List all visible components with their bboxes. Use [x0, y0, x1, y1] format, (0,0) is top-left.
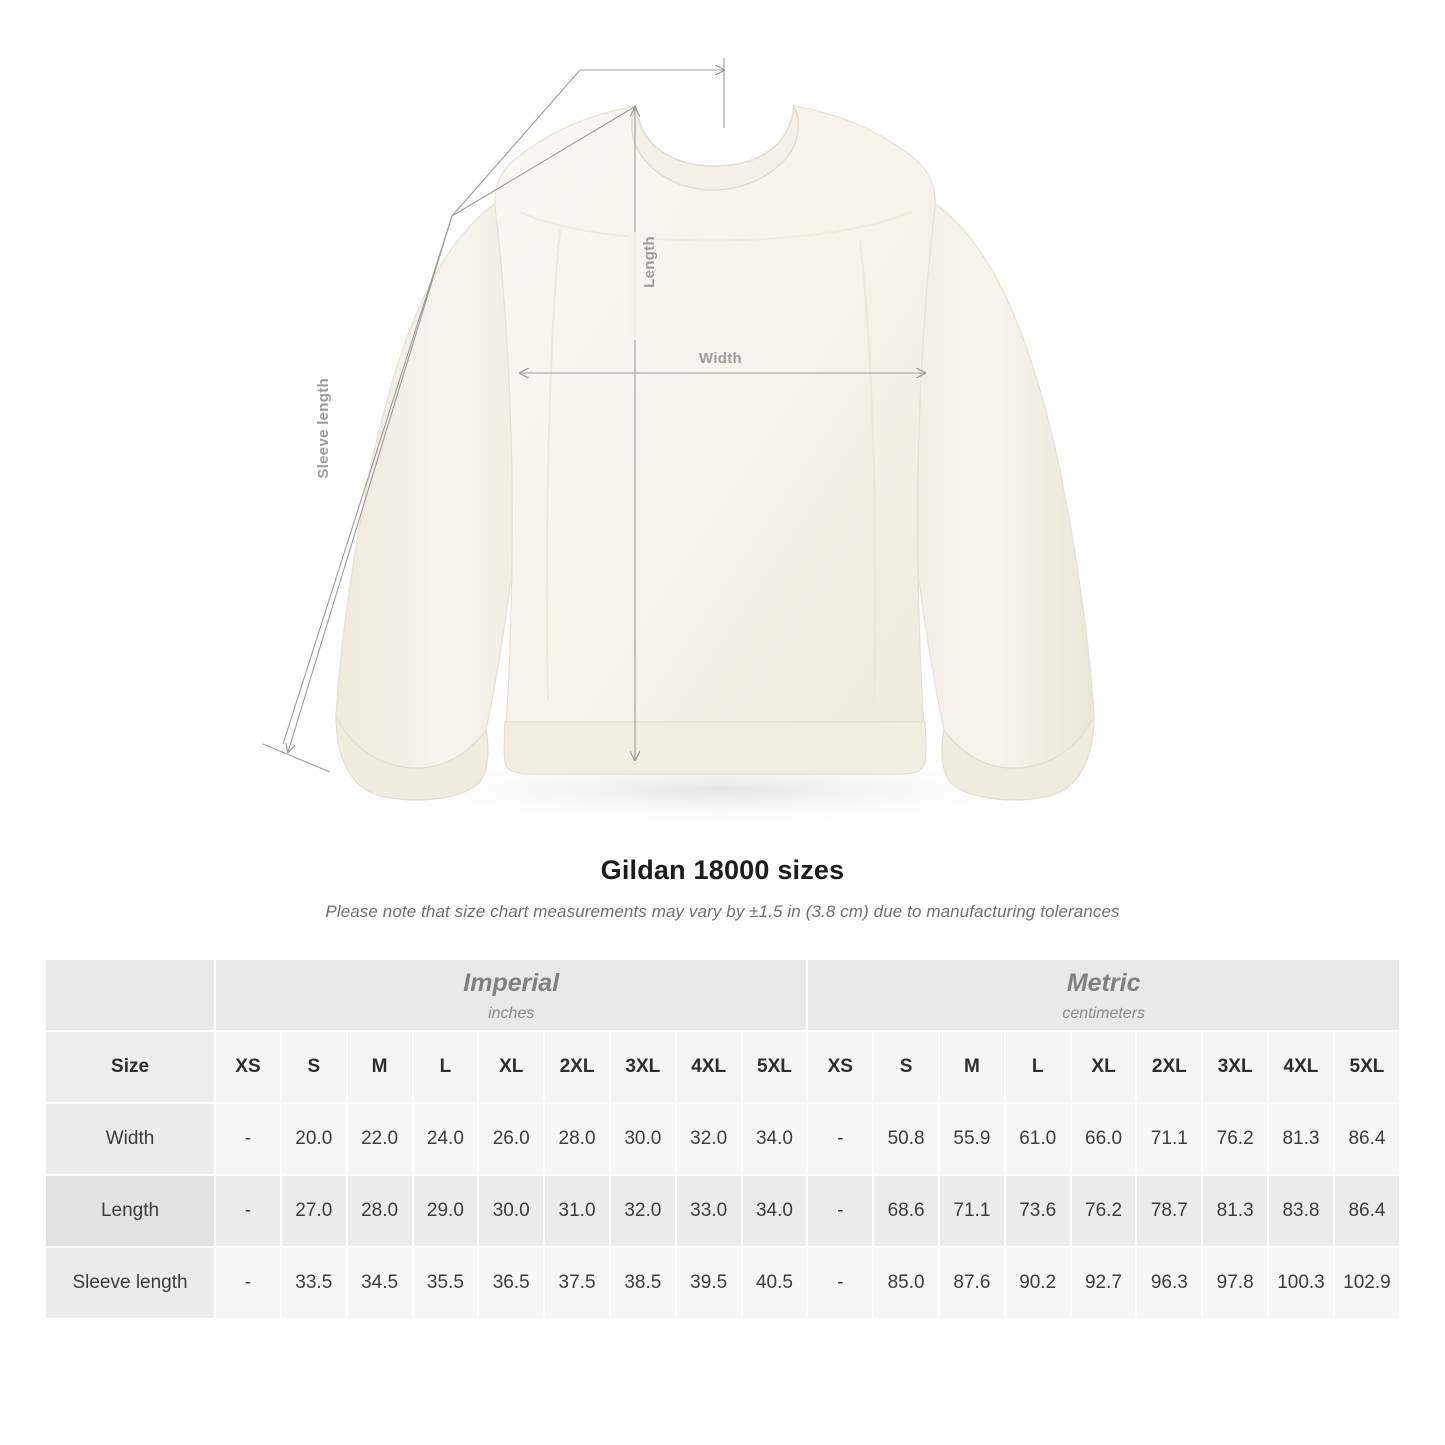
size-header-imperial-xl: XL	[478, 1031, 544, 1103]
title-block	[0, 855, 1445, 922]
cell-width-metric-4xl: 81.3	[1268, 1103, 1334, 1175]
cell-width-metric-m: 55.9	[939, 1103, 1005, 1175]
cell-length-metric-xs: -	[807, 1175, 873, 1247]
size-header-imperial-s: S	[281, 1031, 347, 1103]
row-label-sleeve-length: Sleeve length	[45, 1247, 215, 1319]
cell-width-imperial-3xl: 30.0	[610, 1103, 676, 1175]
cell-sleeve-metric-l: 90.2	[1005, 1247, 1071, 1319]
size-header-metric-5xl: 5XL	[1334, 1031, 1400, 1103]
cell-length-imperial-m: 28.0	[347, 1175, 413, 1247]
size-header-metric-xl: XL	[1071, 1031, 1137, 1103]
left-sleeve	[336, 200, 528, 782]
unit-header-imperial	[215, 959, 807, 1031]
cell-sleeve-metric-2xl: 96.3	[1136, 1247, 1202, 1319]
length-dimension-label: Length	[641, 236, 658, 288]
cell-width-metric-5xl: 86.4	[1334, 1103, 1400, 1175]
size-header-row	[45, 1031, 1400, 1103]
cell-length-imperial-s: 27.0	[281, 1175, 347, 1247]
cell-sleeve-imperial-5xl: 40.5	[742, 1247, 808, 1319]
size-header-imperial-2xl: 2XL	[544, 1031, 610, 1103]
cell-sleeve-imperial-s: 33.5	[281, 1247, 347, 1319]
size-header-imperial-4xl: 4XL	[676, 1031, 742, 1103]
row-label-width: Width	[45, 1103, 215, 1175]
unit-header-metric	[807, 959, 1400, 1031]
bottom-hem	[504, 722, 926, 774]
cell-sleeve-metric-xl: 92.7	[1071, 1247, 1137, 1319]
imperial-title: Imperial	[463, 968, 560, 997]
size-table	[44, 958, 1401, 1320]
cell-sleeve-metric-3xl: 97.8	[1202, 1247, 1268, 1319]
cell-sleeve-metric-xs: -	[807, 1247, 873, 1319]
cell-length-imperial-3xl: 32.0	[610, 1175, 676, 1247]
cell-sleeve-imperial-xs: -	[215, 1247, 281, 1319]
page-title: Gildan 18000 sizes	[600, 855, 845, 885]
size-header-imperial-5xl: 5XL	[742, 1031, 808, 1103]
body	[495, 106, 935, 768]
size-header-imperial-l: L	[413, 1031, 479, 1103]
cell-width-metric-l: 61.0	[1005, 1103, 1071, 1175]
size-header-label: Size	[45, 1031, 215, 1103]
size-table-wrapper	[44, 958, 1401, 1320]
size-header-metric-3xl: 3XL	[1202, 1031, 1268, 1103]
cell-length-metric-3xl: 81.3	[1202, 1175, 1268, 1247]
cell-length-imperial-5xl: 34.0	[742, 1175, 808, 1247]
cell-width-metric-2xl: 71.1	[1136, 1103, 1202, 1175]
cell-width-imperial-4xl: 32.0	[676, 1103, 742, 1175]
cell-length-metric-m: 71.1	[939, 1175, 1005, 1247]
size-header-metric-2xl: 2XL	[1136, 1031, 1202, 1103]
cell-length-imperial-xl: 30.0	[478, 1175, 544, 1247]
size-header-imperial-m: M	[347, 1031, 413, 1103]
metric-title: Metric	[1066, 968, 1141, 997]
unit-header-row	[45, 959, 1400, 1031]
cell-width-metric-xl: 66.0	[1071, 1103, 1137, 1175]
size-header-metric-4xl: 4XL	[1268, 1031, 1334, 1103]
size-header-metric-l: L	[1005, 1031, 1071, 1103]
cell-width-metric-xs: -	[807, 1103, 873, 1175]
table-row-sleeve-length	[45, 1247, 1400, 1319]
cell-sleeve-imperial-3xl: 38.5	[610, 1247, 676, 1319]
cell-sleeve-metric-4xl: 100.3	[1268, 1247, 1334, 1319]
cell-sleeve-imperial-m: 34.5	[347, 1247, 413, 1319]
cell-width-imperial-l: 24.0	[413, 1103, 479, 1175]
table-row-length	[45, 1175, 1400, 1247]
right-sleeve	[902, 200, 1094, 782]
cell-sleeve-imperial-2xl: 37.5	[544, 1247, 610, 1319]
row-label-length: Length	[45, 1175, 215, 1247]
cell-length-metric-5xl: 86.4	[1334, 1175, 1400, 1247]
sleeve-length-dimension-label: Sleeve length	[315, 378, 332, 479]
cell-sleeve-imperial-xl: 36.5	[478, 1247, 544, 1319]
sleeve-length-tick	[263, 744, 330, 772]
table-row-width	[45, 1103, 1400, 1175]
cell-length-metric-4xl: 83.8	[1268, 1175, 1334, 1247]
cell-length-imperial-4xl: 33.0	[676, 1175, 742, 1247]
cell-length-imperial-l: 29.0	[413, 1175, 479, 1247]
cell-length-metric-l: 73.6	[1005, 1175, 1071, 1247]
size-header-metric-s: S	[873, 1031, 939, 1103]
cell-sleeve-metric-5xl: 102.9	[1334, 1247, 1400, 1319]
cell-sleeve-imperial-4xl: 39.5	[676, 1247, 742, 1319]
cell-width-imperial-5xl: 34.0	[742, 1103, 808, 1175]
cell-width-metric-3xl: 76.2	[1202, 1103, 1268, 1175]
size-header-imperial-3xl: 3XL	[610, 1031, 676, 1103]
size-header-metric-xs: XS	[807, 1031, 873, 1103]
cell-sleeve-metric-m: 87.6	[939, 1247, 1005, 1319]
cell-length-metric-xl: 76.2	[1071, 1175, 1137, 1247]
cell-sleeve-metric-s: 85.0	[873, 1247, 939, 1319]
cell-sleeve-imperial-l: 35.5	[413, 1247, 479, 1319]
cell-width-metric-s: 50.8	[873, 1103, 939, 1175]
cell-width-imperial-2xl: 28.0	[544, 1103, 610, 1175]
cell-length-metric-2xl: 78.7	[1136, 1175, 1202, 1247]
tolerance-note: Please note that size chart measurements may vary by ±1.5 in (3.8 cm) due to manufacturing tolerances	[325, 902, 1120, 921]
size-header-imperial-xs: XS	[215, 1031, 281, 1103]
cell-width-imperial-m: 22.0	[347, 1103, 413, 1175]
cell-length-imperial-2xl: 31.0	[544, 1175, 610, 1247]
imperial-subtitle: inches	[488, 1004, 535, 1022]
width-dimension-label: Width	[699, 350, 743, 367]
unit-header-spacer	[45, 959, 215, 1031]
cell-length-metric-s: 68.6	[873, 1175, 939, 1247]
cell-width-imperial-xs: -	[215, 1103, 281, 1175]
size-header-metric-m: M	[939, 1031, 1005, 1103]
cell-width-imperial-s: 20.0	[281, 1103, 347, 1175]
cell-width-imperial-xl: 26.0	[478, 1103, 544, 1175]
metric-subtitle: centimeters	[1062, 1004, 1146, 1022]
cell-length-imperial-xs: -	[215, 1175, 281, 1247]
